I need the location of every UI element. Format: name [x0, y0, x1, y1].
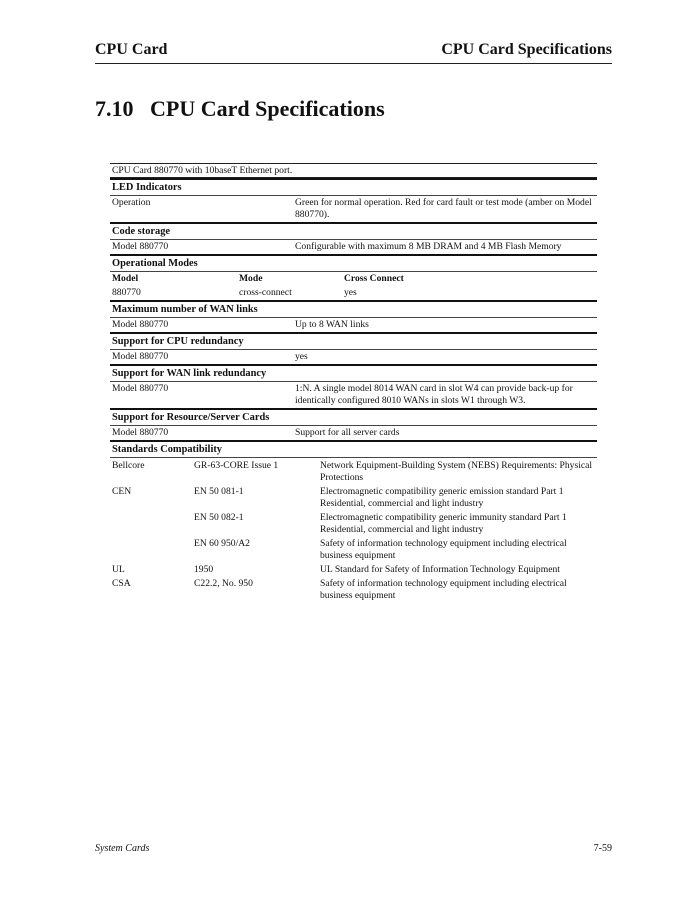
modes-heading: Operational Modes — [110, 254, 597, 271]
spec-table — [110, 163, 597, 603]
code-heading: Code storage — [110, 222, 597, 239]
led-heading: LED Indicators — [110, 178, 597, 195]
standard-id: C22.2, No. 950 — [194, 578, 253, 589]
standard-row — [110, 485, 597, 511]
server-row — [110, 425, 597, 440]
led-label: Operation — [112, 197, 151, 208]
spec-intro: CPU Card 880770 with 10baseT Ethernet port. — [110, 163, 597, 178]
standard-id: EN 50 081-1 — [194, 486, 244, 497]
led-row — [110, 195, 597, 222]
code-label: Model 880770 — [112, 241, 169, 252]
cpured-label: Model 880770 — [112, 351, 169, 362]
wanred-heading: Support for WAN link redundancy — [110, 364, 597, 381]
standard-row — [110, 577, 597, 603]
standard-desc: Electromagnetic compatibility generic emission standard Part 1 Residential, commercial and light industry — [320, 486, 564, 509]
standard-org: UL — [112, 564, 125, 575]
page-header — [95, 41, 612, 64]
standard-desc: Safety of information technology equipment including electrical business equipment — [320, 538, 567, 561]
standard-row — [110, 563, 597, 577]
standard-row — [110, 459, 597, 485]
modes-header-row — [110, 271, 597, 286]
led-value: Green for normal operation. Red for card fault or test mode (amber on Model 880770). — [295, 197, 592, 220]
standard-desc: Network Equipment-Building System (NEBS) Requirements: Physical Protections — [320, 460, 593, 483]
wan-label: Model 880770 — [112, 319, 169, 330]
modes-val-mode: cross-connect — [239, 287, 292, 298]
standard-id: 1950 — [194, 564, 214, 575]
modes-col-mode: Mode — [239, 273, 263, 284]
cpured-row — [110, 349, 597, 364]
standard-org: Bellcore — [112, 460, 145, 471]
standard-id: EN 50 082-1 — [194, 512, 244, 523]
modes-col-cross: Cross Connect — [344, 273, 404, 284]
standard-org: CEN — [112, 486, 132, 497]
standard-id: EN 60 950/A2 — [194, 538, 250, 549]
standards-heading: Standards Compatibility — [110, 440, 597, 457]
header-section: CPU Card Specifications — [441, 41, 612, 58]
server-value: Support for all server cards — [295, 427, 400, 438]
modes-val-cross: yes — [344, 287, 357, 298]
server-heading: Support for Resource/Server Cards — [110, 408, 597, 425]
wanred-value: 1:N. A single model 8014 WAN card in slot W4 can provide back-up for identically configured 8010 WANs in slots W1 through W3. — [295, 383, 573, 406]
wan-row — [110, 317, 597, 332]
standard-desc: UL Standard for Safety of Information Technology Equipment — [320, 564, 560, 575]
modes-val-model: 880770 — [112, 287, 141, 298]
section-number: 7.10 — [95, 96, 134, 121]
standard-row — [110, 537, 597, 563]
standard-row — [110, 511, 597, 537]
standard-org: CSA — [112, 578, 131, 589]
wan-heading: Maximum number of WAN links — [110, 300, 597, 317]
server-label: Model 880770 — [112, 427, 169, 438]
wan-value: Up to 8 WAN links — [295, 319, 369, 330]
page-title — [95, 96, 385, 122]
standard-id: GR-63-CORE Issue 1 — [194, 460, 279, 471]
standard-desc: Safety of information technology equipment including electrical business equipment — [320, 578, 567, 601]
standards-list — [110, 457, 597, 603]
section-title: CPU Card Specifications — [150, 96, 385, 121]
wanred-row — [110, 381, 597, 408]
code-value: Configurable with maximum 8 MB DRAM and 4 MB Flash Memory — [295, 241, 562, 252]
cpured-heading: Support for CPU redundancy — [110, 332, 597, 349]
header-chapter: CPU Card — [95, 41, 168, 58]
code-row — [110, 239, 597, 254]
modes-value-row — [110, 286, 597, 300]
standard-desc: Electromagnetic compatibility generic immunity standard Part 1 Residential, commercial and light industry — [320, 512, 567, 535]
wanred-label: Model 880770 — [112, 383, 169, 394]
cpured-value: yes — [295, 351, 308, 362]
page-number: 7-59 — [593, 843, 612, 854]
modes-col-model: Model — [112, 273, 139, 284]
footer-chapter: System Cards — [95, 843, 150, 854]
